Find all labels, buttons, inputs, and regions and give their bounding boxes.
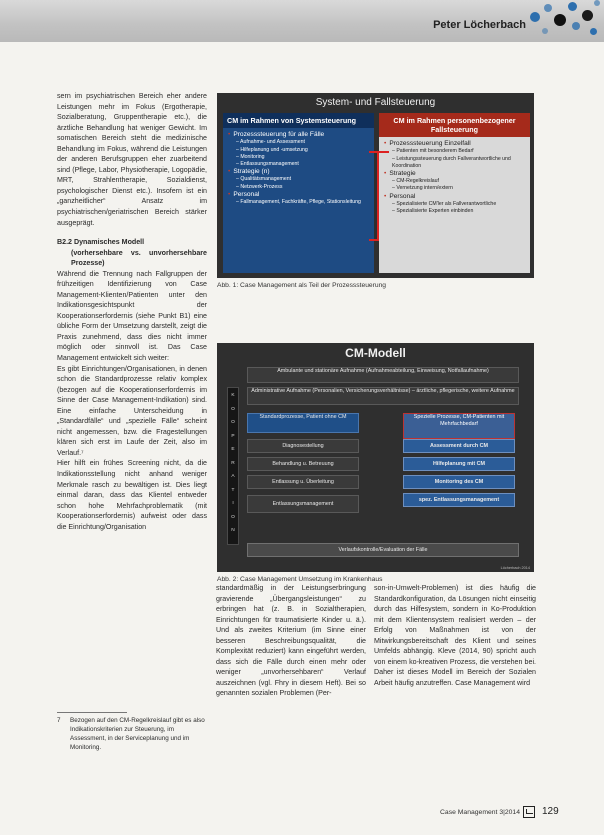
kooperation-letter: O	[231, 514, 235, 520]
kooperation-letter: N	[231, 528, 235, 533]
section-heading-line1: B2.2 Dynamisches Modell	[57, 238, 145, 247]
figure2-standard-box: Entlassungsmanagement	[247, 495, 359, 513]
figure1-bullet: • Personal	[384, 193, 527, 201]
figure1-subitem: – Patienten mit besonderem Bedarf	[384, 148, 527, 155]
figure2-source: Löcherbach 2014	[500, 566, 530, 570]
figure2-standard-box: Diagnosestellung	[247, 439, 359, 453]
figure2-standard-box: Behandlung u. Betreuung	[247, 457, 359, 471]
figure2-bottom-box: Verlaufskontrolle/Evaluation der Fälle	[247, 543, 519, 557]
figure2-title: CM-Modell	[345, 346, 406, 360]
page-number: 129	[542, 806, 559, 817]
kooperation-letter: P	[231, 433, 235, 439]
paragraph: Während die Trennung nach Fallgruppen der frühzeitigen Identifizierung von Case Management-Klienten/Patienten unter den Indikationsgesichtspunkt der Kooperationserfordernis (siehe Punkt B1) eine übliche Form der Umsetzung darstellt, zeigt die Praxis zunehmend, dass dies nicht immer möglich oder sinnvoll ist. Das Case Management entwickelt sich weiter:	[57, 269, 207, 362]
kooperation-letter: K	[231, 393, 235, 398]
kooperation-letter: O	[231, 406, 235, 412]
figure1-subitem: – Spezialisierte CM'ler als Fallverantwortliche	[384, 201, 527, 208]
left-column	[57, 91, 207, 532]
kooperation-letter: I	[232, 501, 234, 506]
figure1-right-header: CM im Rahmen personenbezogener Fallsteuerung	[379, 113, 530, 137]
figure-cm-modell	[217, 343, 534, 572]
figure1-subitem: – Monitoring	[228, 154, 371, 161]
section-heading	[57, 237, 207, 269]
figure2-special-box: spez. Entlassungsmanagement	[403, 493, 515, 507]
kooperation-letter: T	[231, 487, 235, 493]
column-2: standardmäßig in der Leistungserbringung gravierende „Übergangsleistungen“ zu erbringen hat (z. B. in Sozialtherapien, Einrichtungen für traumatisierte Kinder u. ä.). Und als zweites Kriterium (im Sinne einer besseren Beschreibungsqualität, die Komplexität reduziert) kann eingeführt werden, dass sich die Fälle durch einen mehr oder weniger „unvorhersehbaren“ Verlauf auszeichnen (vgl. Fhry in diesem Heft). Bei so genannten sozialen Problemen (Per-	[216, 584, 366, 697]
page-marker-icon	[523, 806, 535, 818]
footnote-text: Bezogen auf den CM-Regelkreislauf gibt es also Indikationskriterien zur Steuerung, im Assessment, in der Serviceplanung und im Monitoring.	[70, 717, 205, 751]
figure2-special-box: Monitoring des CM	[403, 475, 515, 489]
figure-system-fallsteuerung	[217, 93, 534, 278]
figure1-left-list	[223, 131, 374, 206]
figure1-subitem: – Netzwerk-Prozess	[228, 184, 371, 191]
figure1-subitem: – Entlassungsmanagement	[228, 161, 371, 168]
kooperation-letter: A	[231, 474, 235, 479]
paragraph: Es gibt Einrichtungen/Organisationen, in denen schon die Standardprozesse relativ komplex (bezogen auf die Kooperationserfordernis im Sinne der Case Management-Indikation) sind. Eine einfache Unterscheidung in „Standardfälle“ und „spezielle Fälle“ scheint nicht angemessen, bzw. die Fragestellungen klären sich erst im Laufe der Zeit, also im Verlauf.⁷	[57, 364, 207, 457]
decorative-dots-icon	[524, 0, 604, 42]
header-author: Peter Löcherbach	[433, 19, 526, 31]
figure1-subitem: – Leistungssteuerung durch Fallverantwortliche und Koordination	[384, 156, 527, 170]
figure2-caption: Abb. 2: Case Management Umsetzung im Krankenhaus	[217, 576, 383, 583]
figure2-top-box: Ambulante und stationäre Aufnahme (Aufnahmeabteilung, Einweisung, Notfallaufnahme)	[247, 367, 519, 383]
connector-line	[377, 151, 379, 240]
figure1-bullet: • Prozesssteuerung für alle Fälle	[228, 131, 371, 139]
figure1-subitem: – Aufnahme- und Assessment	[228, 139, 371, 146]
connector-line	[369, 151, 389, 153]
figure1-bullet: • Personal	[228, 191, 371, 199]
figure1-subitem: – CM-Regelkreislauf	[384, 178, 527, 185]
footnote-number: 7	[57, 717, 61, 724]
journal-name: Case Management 3|2014	[440, 809, 520, 816]
paragraph: Hier hilft ein frühes Screening nicht, da die Indikationsstellung nicht anhand weniger Merkmale rasch zu bewältigen ist. Dies liegt einmal daran, dass das Klientel entweder schon hohe Mehrfachproblematik (mit Kooperationserfordernis) aufweist oder dass die Einrichtung/Organisation	[57, 459, 207, 531]
figure1-caption: Abb. 1: Case Management als Teil der Prozesssteuerung	[217, 282, 387, 289]
figure1-subitem: – Fallmanagement, Fachkräfte, Pflege, Stationsleitung	[228, 199, 371, 206]
figure1-right-list	[379, 140, 530, 215]
figure1-subitem: – Vernetzung intern/extern	[384, 185, 527, 192]
figure1-left-header: CM im Rahmen von Systemsteuerung	[223, 113, 374, 128]
figure1-bullet: • Prozesssteuerung Einzelfall	[384, 140, 527, 148]
figure1-subitem: – Qualitätsmanagement	[228, 176, 371, 183]
figure2-special-box: Assessment durch CM	[403, 439, 515, 453]
figure2-standard-box: Standardprozesse, Patient ohne CM	[247, 413, 359, 433]
kooperation-letter: O	[231, 420, 235, 425]
figure2-special-box: Spezielle Prozesse, CM-Patienten mit Mehrfachbedarf	[403, 413, 515, 439]
kooperation-letter: R	[231, 460, 235, 466]
figure1-subitem: – Hilfeplanung und -umsetzung	[228, 147, 371, 154]
footnote	[57, 716, 207, 752]
paragraph: sern im psychiatrischen Bereich eher andere Leistungen mehr im Fokus (Ergotherapie, Sozialberatung, Gruppentherapie etc.), die ärztliche Behandlung hat weniger Gewicht. Im somatischen Bereich steht die medizinische Behandlung im Fokus, während die Leistungen der anderen Berufsgruppen eher zuarbeitend sind (Pflege, Labor, Physiotherapie, Logopädie, MRT, Strahlentherapie, Sozialdienst, psychologischer Dienst etc.). Insofern ist ein „ganzheitlicher“ Ansatz im psychiatrischen/geriatrischen Bereich stärker ausgeprägt.	[57, 92, 207, 227]
figure2-special-box: Hilfeplanung mit CM	[403, 457, 515, 471]
kooperation-letter: E	[231, 447, 235, 452]
figure1-bullet: • Strategie (n)	[228, 168, 371, 176]
figure1-title: System- und Fallsteuerung	[315, 97, 436, 108]
figure2-standard-box: Entlassung u. Überleitung	[247, 475, 359, 489]
column-3: son-in-Umwelt-Problemen) ist dies häufig die Standardkonfiguration, da Lösungen nicht einseitig durch das Hilfesystem, sondern in Ko-Produktion mit dem Klientensystem realisiert werden – der Erfolg von Maßnahmen ist von der Mitwirkungsbereitschaft des Klient und seines Umfelds abhängig. Kleve (2014, 90) spricht auch von einem ko-kreativen Prozess, die verstehen bei. Daher ist dieses Modell im Bereich der Sozialen Arbeit häufig anzutreffen. Case Management wird	[374, 584, 536, 687]
section-heading-line2: (vorhersehbare vs. unvorhersehbare Prozesse)	[71, 248, 207, 268]
figure1-bullet: • Strategie	[384, 170, 527, 178]
figure1-subitem: – Spezialisierte Experten einbinden	[384, 208, 527, 215]
figure2-admin-box: Administrative Aufnahme (Personalien, Versicherungsverhältnisse) – ärztliche, pflegerische, weitere Aufnahme	[247, 387, 519, 405]
figure1-right-panel	[379, 113, 530, 273]
figure1-left-panel	[223, 113, 374, 273]
footnote-rule	[57, 712, 127, 713]
